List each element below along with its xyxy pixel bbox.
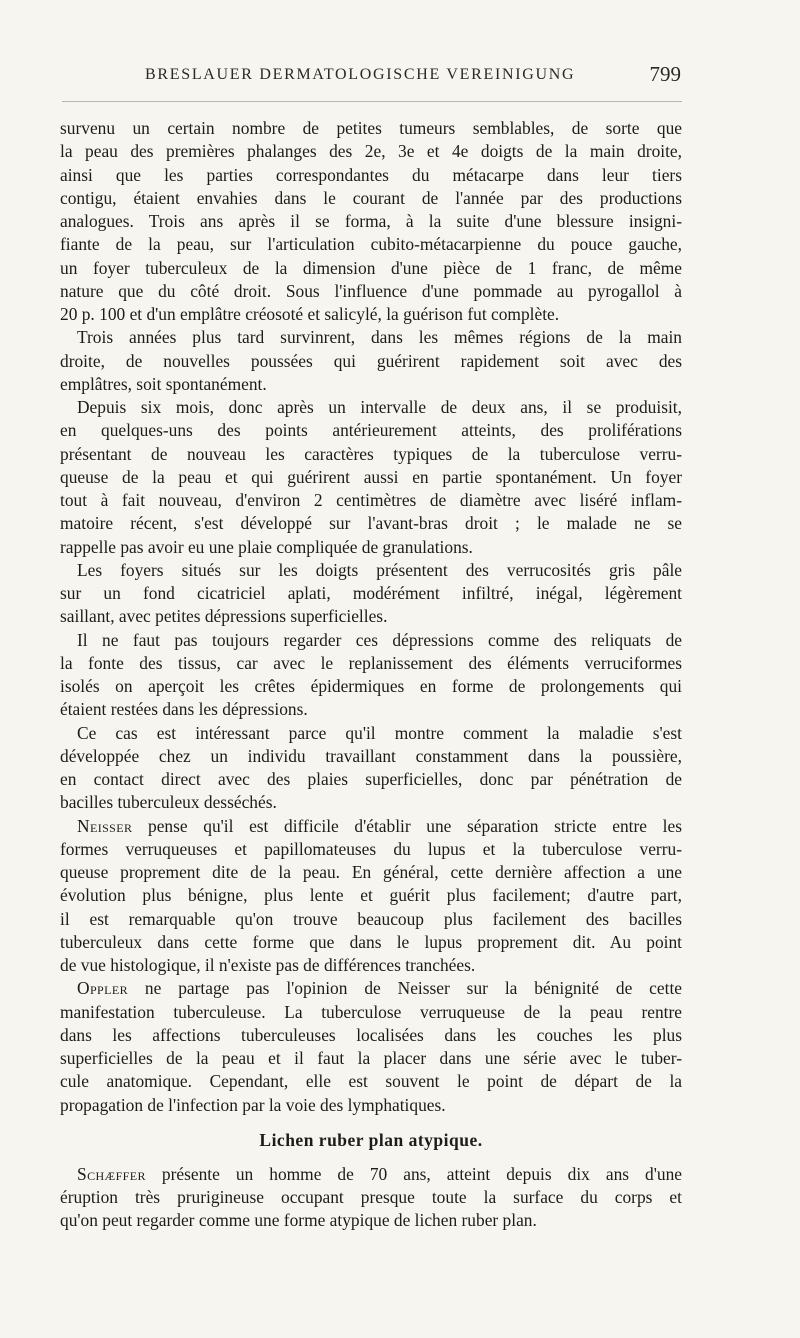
text-line: un foyer tuberculeux de la dimension d'une pièce de 1 franc, de même	[60, 257, 682, 278]
running-header-title: BRESLAUER DERMATOLOGISCHE VEREINIGUNG	[145, 66, 576, 83]
paragraph-2	[60, 326, 682, 396]
text-line: en quelques-uns des points antérieurement atteints, des proliférations	[60, 420, 682, 441]
text-line: rappelle pas avoir eu une plaie compliquée de granulations.	[60, 536, 473, 557]
paragraph-5	[60, 629, 682, 722]
text-line: Trois années plus tard survinrent, dans les mêmes régions de la main	[77, 327, 682, 348]
text-line: la peau des premières phalanges des 2e, 3e et 4e doigts de la main droite,	[60, 141, 682, 162]
text-line	[60, 977, 682, 1000]
text-line: fiante de la peau, sur l'articulation cubito-métacarpienne du pouce gauche,	[60, 234, 682, 255]
text-line: en contact direct avec des plaies superficielles, donc par pénétration de	[60, 769, 682, 789]
text-line: Il ne faut pas toujours regarder ces dépressions comme des reliquats de	[77, 629, 682, 650]
text-line: isolés on aperçoit les crêtes épidermiques en forme de prolongements qui	[60, 676, 682, 696]
text-line: évolution plus bénigne, plus lente et guérit plus facilement; d'autre part,	[60, 885, 682, 906]
paragraph-9	[60, 1163, 682, 1233]
text-line: emplâtres, soit spontanément.	[60, 373, 267, 394]
text-line: présentant de nouveau les caractères typiques de la tuberculose verru-	[60, 443, 682, 464]
running-header	[100, 60, 685, 90]
text-line: queuse de la peau et qui guérirent aussi en partie spontanément. Un foyer	[60, 466, 682, 487]
text-line: queuse proprement dite de la peau. En général, cette dernière affection a une	[60, 862, 682, 882]
paragraph-1	[60, 117, 682, 326]
text-fragment: présente un homme de 70 ans, atteint depuis dix ans d'une	[161, 1163, 682, 1184]
text-line: analogues. Trois ans après il se forma, à la suite d'une blessure insigni-	[60, 211, 682, 231]
author-name: Schæffer	[77, 1163, 146, 1184]
text-line: Depuis six mois, donc après un intervalle de deux ans, il se produisit,	[77, 397, 682, 417]
text-line: il est remarquable qu'on trouve beaucoup plus facilement des bacilles	[60, 908, 682, 929]
text-line: étaient restées dans les dépressions.	[60, 699, 308, 720]
text-line: 20 p. 100 et d'un emplâtre créosoté et salicylé, la guérison fut complète.	[60, 304, 560, 324]
text-line: manifestation tuberculeuse. La tuberculose verruqueuse de la peau rentre	[60, 1001, 682, 1022]
text-line: développée chez un individu travaillant constamment dans la poussière,	[60, 745, 682, 766]
text-line: la fonte des tissus, car avec le replanissement des éléments verruciformes	[60, 652, 682, 673]
text-line: tuberculeux dans cette forme que dans le lupus proprement dit. Au point	[60, 931, 682, 952]
text-line: matoire récent, s'est développé sur l'avant-bras droit ; le malade ne se	[60, 513, 682, 534]
header-rule	[62, 101, 682, 102]
paragraph-6	[60, 722, 682, 815]
paragraph-4	[60, 559, 682, 629]
text-fragment: ne partage pas l'opinion de Neisser sur la bénignité de cette	[144, 978, 682, 999]
text-line: propagation de l'infection par la voie des lymphatiques.	[60, 1094, 446, 1115]
text-line: éruption très prurigineuse occupant presque toute la surface du corps et	[60, 1187, 682, 1207]
text-line: dans les affections tuberculeuses localisées dans les couches les plus	[60, 1024, 682, 1045]
text-line: cule anatomique. Cependant, elle est souvent le point de départ de la	[60, 1071, 682, 1092]
text-line: sur un fond cicatriciel aplati, modérément infiltré, inégal, légèrement	[60, 583, 682, 603]
author-name: Neisser	[77, 815, 133, 836]
text-line: bacilles tuberculeux desséchés.	[60, 792, 277, 813]
text-line: Ce cas est intéressant parce qu'il montre comment la maladie s'est	[77, 722, 682, 743]
text-line: tout à fait nouveau, d'environ 2 centimètres de diamètre avec liséré inflam-	[60, 490, 682, 510]
text-line	[60, 1163, 682, 1186]
paragraph-8	[60, 977, 682, 1117]
text-line: Les foyers situés sur les doigts présentent des verrucosités gris pâle	[77, 559, 682, 580]
text-line: qu'on peut regarder comme une forme atypique de lichen ruber plan.	[60, 1210, 537, 1231]
author-name: Oppler	[77, 978, 128, 999]
text-line: survenu un certain nombre de petites tumeurs semblables, de sorte que	[60, 118, 682, 138]
text-line: superficielles de la peau et il faut la placer dans une série avec le tuber-	[60, 1048, 682, 1068]
text-line: de vue histologique, il n'existe pas de différences tranchées.	[60, 955, 476, 975]
text-line: ainsi que les parties correspondantes du métacarpe dans leur tiers	[60, 164, 682, 185]
body-text	[60, 117, 682, 1233]
page-number: 799	[649, 62, 681, 86]
text-line: droite, de nouvelles poussées qui guérirent rapidement soit avec des	[60, 350, 682, 371]
paragraph-3	[60, 396, 682, 559]
text-line: saillant, avec petites dépressions superficielles.	[60, 606, 388, 627]
section-heading: Lichen ruber plan atypique.	[259, 1129, 483, 1150]
text-line: formes verruqueuses et papillomateuses du lupus et la tuberculose verru-	[60, 838, 682, 859]
text-line	[60, 815, 682, 838]
text-line: contigu, étaient envahies dans le courant de l'année par des productions	[60, 187, 682, 208]
text-line: nature que du côté droit. Sous l'influence d'une pommade au pyrogallol à	[60, 280, 682, 301]
paragraph-7	[60, 815, 682, 978]
text-fragment: pense qu'il est difficile d'établir une séparation stricte entre les	[148, 815, 682, 836]
